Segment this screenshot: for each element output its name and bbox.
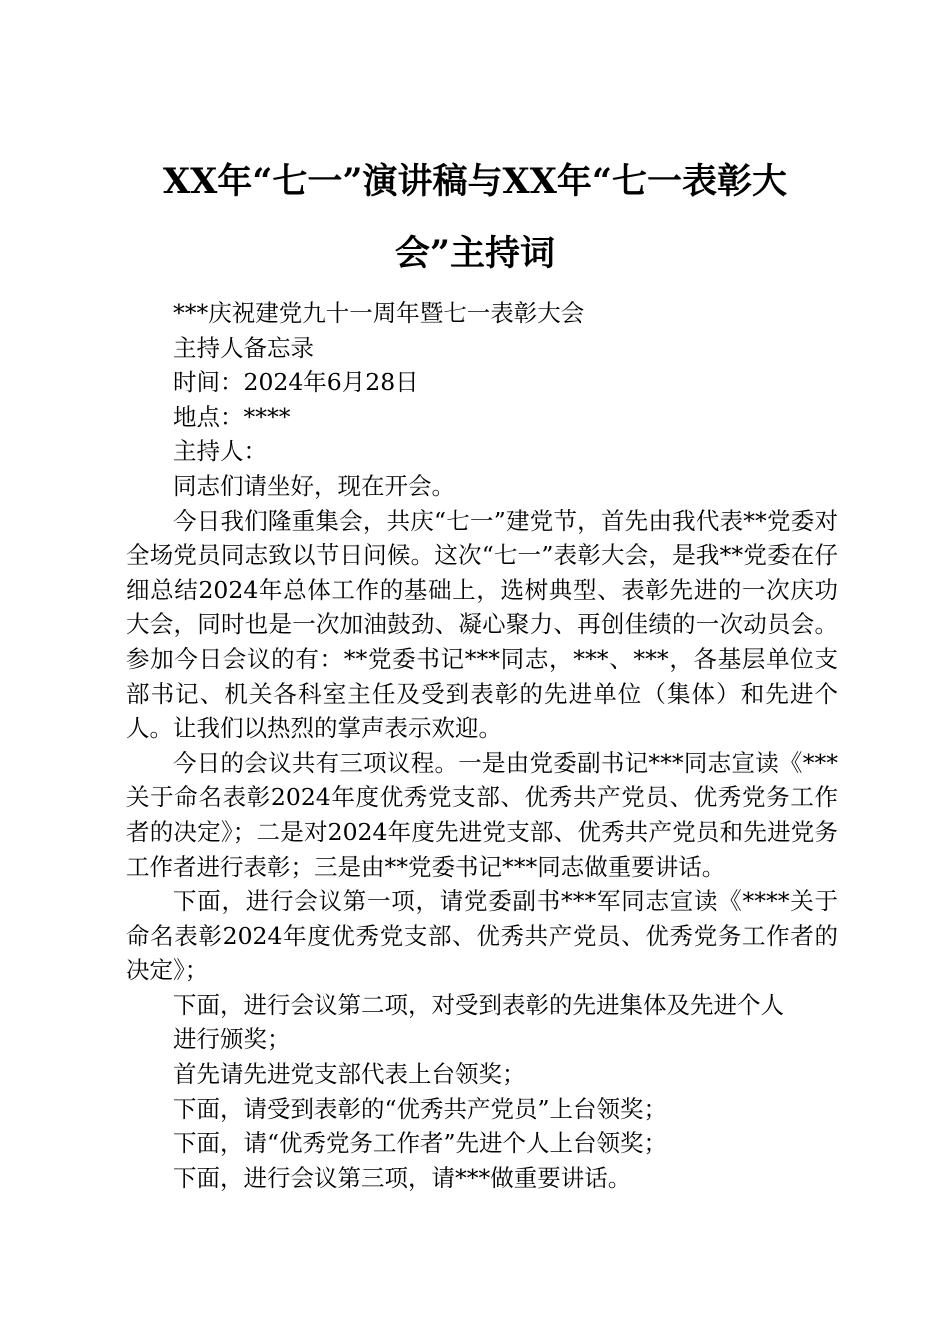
- member-award-line: 下面，请受到表彰的“优秀共产党员”上台领奖；: [173, 1094, 668, 1123]
- agenda-paragraph: 今日的会议共有三项议程。一是由党委副书记***同志宣读《***关于命名表彰2024年度优秀党支部、优秀共产党员、优秀党务工作者的决定》；二是对2024年度先进党支部、优秀共产党员和先进党务工作者进行表彰；三是由**党委书记***同志做重要讲话。: [126, 748, 838, 881]
- award-line: 进行颁奖；: [173, 1025, 291, 1054]
- intro-paragraph: 今日我们隆重集会，共庆“七一”建党节，首先由我代表**党委对全场党员同志致以节日问候。这次“七一”表彰大会，是我**党委在仔细总结2024年总体工作的基础上，选树典型、表彰先进的一次庆功大会，同时也是一次加油鼓劲、凝心聚力、再创佳绩的一次动员会。参加今日会议的有：**党委书记***同志，***、***，各基层单位支部书记、机关各科室主任及受到表彰的先进单位（集体）和先进个人。让我们以热烈的掌声表示欢迎。: [126, 506, 838, 743]
- item-three-line: 下面，进行会议第三项，请***做重要讲话。: [173, 1163, 632, 1192]
- item-two-paragraph: 下面，进行会议第二项，对受到表彰的先进集体及先进个人: [173, 990, 784, 1019]
- item-one-paragraph: 下面，进行会议第一项，请党委副书***军同志宣读《****关于命名表彰2024年度优秀党支部、优秀共产党员、优秀党务工作者的决定》；: [126, 887, 838, 985]
- host-line: 主持人：: [173, 437, 267, 466]
- title-line-1: XX年“七一”演讲稿与XX年“七一表彰大: [162, 161, 788, 202]
- time-line: 时间：2024年6月28日: [173, 368, 419, 397]
- title-line-2: 会”主持词: [394, 233, 556, 274]
- worker-award-line: 下面，请“优秀党务工作者”先进个人上台领奖；: [173, 1129, 668, 1158]
- opening-line: 同志们请坐好，现在开会。: [173, 471, 455, 500]
- memo-heading: 主持人备忘录: [173, 333, 314, 362]
- document-body: [126, 296, 838, 1195]
- location-line: 地点：****: [173, 402, 291, 431]
- branch-award-line: 首先请先进党支部代表上台领奖；: [173, 1060, 526, 1089]
- event-name-line: ***庆祝建党九十一周年暨七一表彰大会: [173, 299, 585, 327]
- document-title: [120, 146, 830, 290]
